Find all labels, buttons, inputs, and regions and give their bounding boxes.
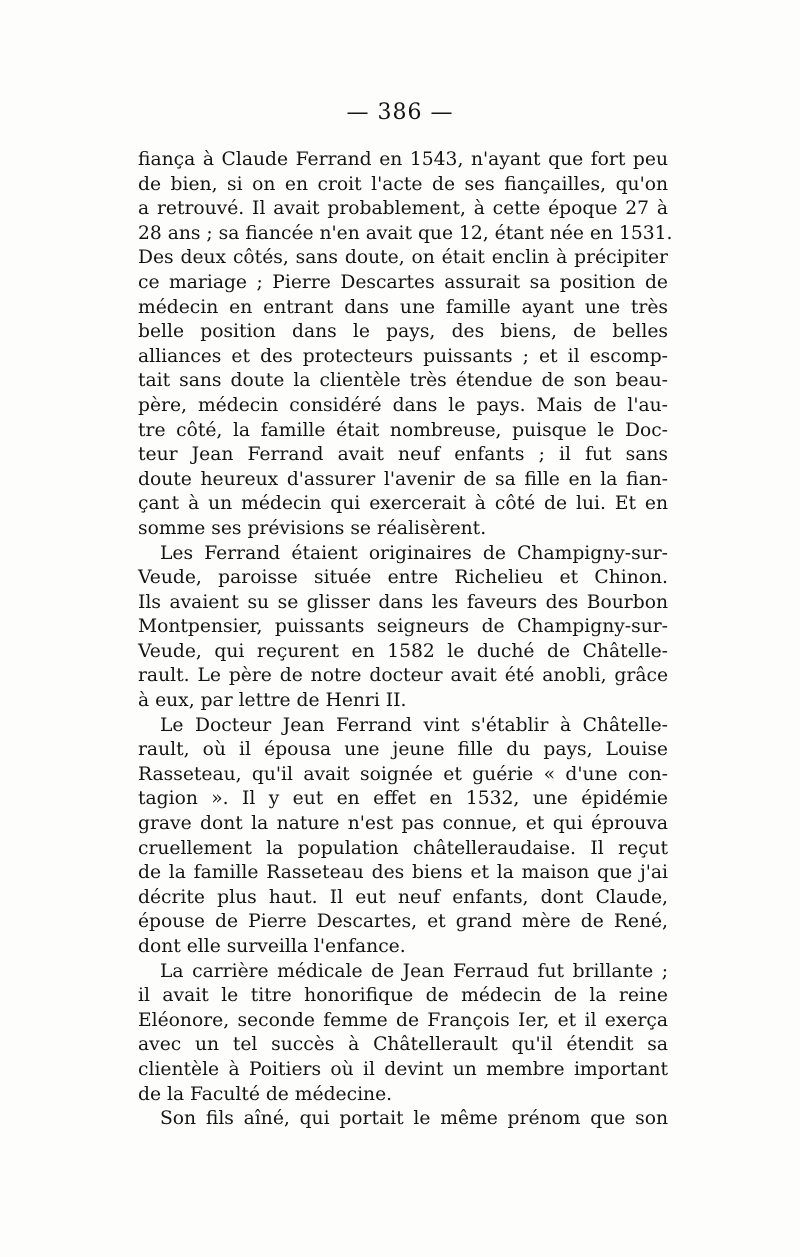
text-line: avec un tel succès à Châtellerault qu'il étendit sa — [138, 1034, 668, 1056]
text-line: rault. Le père de notre docteur avait été anobli, grâce — [138, 665, 668, 687]
text-line: Des deux côtés, sans doute, on était enclin à précipiter — [138, 247, 668, 269]
text-line: père, médecin considéré dans le pays. Mais de l'au- — [138, 394, 668, 416]
text-line: ce mariage ; Pierre Descartes assurait sa position de — [138, 271, 668, 293]
text-line: décrite plus haut. Il eut neuf enfants, dont Claude, — [138, 886, 668, 908]
text-line: cruellement la population châtelleraudaise. Il reçut — [138, 837, 668, 859]
text-line: à eux, par lettre de Henri II. — [138, 690, 407, 712]
text-line: de bien, si on en croit l'acte de ses fiançailles, qu'on — [138, 173, 668, 195]
body-text — [138, 148, 673, 1132]
text-line: alliances et des protecteurs puissants ; et il escomp- — [138, 345, 668, 367]
text-line: belle position dans le pays, des biens, de belles — [138, 321, 668, 343]
text-line: Montpensier, puissants seigneurs de Champigny-sur- — [138, 616, 668, 638]
text-line: çant à un médecin qui exercerait à côté de lui. Et en — [138, 493, 668, 515]
text-line: tait sans doute la clientèle très étendue de son beau- — [138, 370, 668, 392]
text-line: Son fils aîné, qui portait le même prénom que son — [160, 1108, 668, 1130]
text-line: épouse de Pierre Descartes, et grand mère de René, — [138, 911, 668, 933]
text-line: de la Faculté de médecine. — [138, 1083, 393, 1105]
text-line: il avait le titre honorifique de médecin de la reine — [138, 985, 668, 1007]
text-line: teur Jean Ferrand avait neuf enfants ; il fut sans — [138, 444, 668, 466]
text-line: fiança à Claude Ferrand en 1543, n'ayant que fort peu — [138, 149, 668, 170]
text-line: Les Ferrand étaient originaires de Champigny-sur- — [160, 542, 668, 564]
text-line: somme ses prévisions se réalisèrent. — [138, 517, 487, 539]
text-line: tre côté, la famille était nombreuse, puisque le Doc- — [138, 419, 668, 441]
text-line: de la famille Rasseteau des biens et la maison que j'ai — [138, 862, 668, 884]
text-line: Veude, qui reçurent en 1582 le duché de Châtelle- — [138, 640, 668, 662]
text-line: Eléonore, seconde femme de François Ier, et il exerça — [138, 1009, 668, 1031]
text-line: Veude, paroisse située entre Richelieu et Chinon. — [138, 567, 668, 589]
text-line: rault, où il épousa une jeune fille du pays, Louise — [138, 739, 668, 761]
text-line: a retrouvé. Il avait probablement, à cette époque 27 à — [138, 198, 668, 220]
text-line: Le Docteur Jean Ferrand vint s'établir à Châtelle- — [160, 714, 668, 736]
text-line: doute heureux d'assurer l'avenir de sa fille en la fian- — [138, 468, 668, 490]
text-line: 28 ans ; sa fiancée n'en avait que 12, étant née en 1531. — [138, 222, 673, 244]
text-line: La carrière médicale de Jean Ferraud fut brillante ; — [160, 960, 668, 982]
page-number: — 386 — — [346, 100, 454, 125]
text-line: dont elle surveilla l'enfance. — [138, 936, 406, 957]
text-line: médecin en entrant dans une famille ayant une très — [138, 296, 668, 318]
text-line: clientèle à Poitiers où il devint un membre important — [138, 1058, 668, 1080]
text-line: grave dont la nature n'est pas connue, et qui éprouva — [138, 813, 668, 835]
text-line: tagion ». Il y eut en effet en 1532, une épidémie — [138, 788, 668, 810]
text-line: Rasseteau, qu'il avait soignée et guérie « d'une con- — [138, 763, 668, 785]
text-line: Ils avaient su se glisser dans les faveurs des Bourbon — [138, 591, 668, 613]
